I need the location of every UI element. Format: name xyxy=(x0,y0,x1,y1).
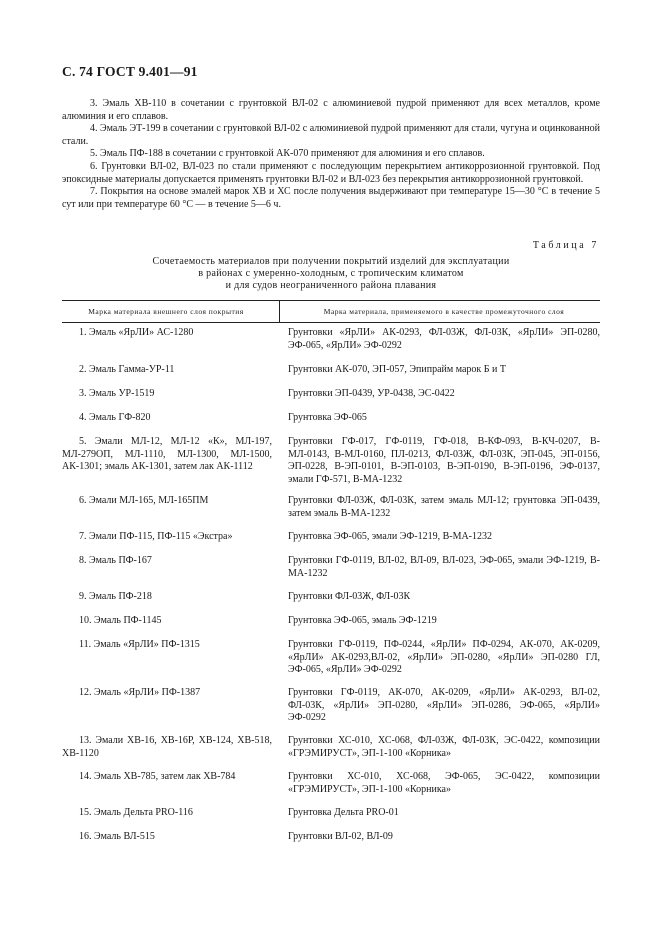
row-outer-material: 8. Эмаль ПФ-167 xyxy=(79,555,152,566)
row-outer-material: 15. Эмаль Дельта PRO-116 xyxy=(79,807,193,818)
caption-line: и для судов неограниченного района плавания xyxy=(225,280,437,291)
caption-line: в районах с умеренно-холодным, с тропическим климатом xyxy=(198,268,464,279)
column-header-outer-layer: Марка материала внешнего слоя покрытия xyxy=(88,307,244,316)
note-3: 3. Эмаль ХВ-110 в сочетании с грунтовкой ВЛ-02 с алюминиевой пудрой применяют для всех металлов, кроме алюминия и его сплавов. xyxy=(62,98,600,122)
row-intermediate-material: Грунтовка ЭФ-065, эмали ЭФ-1219, В-МА-1232 xyxy=(288,531,493,542)
row-outer-material: 12. Эмаль «ЯрЛИ» ПФ-1387 xyxy=(79,687,201,698)
row-outer-material: 16. Эмаль ВЛ-515 xyxy=(79,831,155,842)
table-number-label: Таблица 7 xyxy=(532,240,599,251)
row-intermediate-material: Грунтовки ФЛ-03Ж, ФЛ-03К xyxy=(288,591,411,602)
table-caption xyxy=(62,256,600,292)
notes-block xyxy=(62,98,600,211)
row-outer-material: 5. Эмали МЛ-12, МЛ-12 «К», МЛ-197, МЛ-279ОП, МЛ-1110, МЛ-1300, МЛ-1500, АК-1301; эмаль АК-1301, затем лак АК-1112 xyxy=(62,436,272,473)
note-6: 6. Грунтовки ВЛ-02, ВЛ-023 по стали применяют с последующим перекрытием антикоррозионной грунтовкой. Под эпоксидные материалы допускается применять грунтовки ВЛ-02 и ВЛ-023 без перекрытия антикоррозионной грунтовкой. xyxy=(62,160,600,185)
row-outer-material: 4. Эмаль ГФ-820 xyxy=(79,412,151,423)
row-intermediate-material: Грунтовки ХС-010, ХС-068, ЭФ-065, ЭС-0422, композиции «ГРЭМИРУСТ», ЭП-1-100 «Корника» xyxy=(288,771,600,795)
row-intermediate-material: Грунтовки ХС-010, ХС-068, ФЛ-03Ж, ФЛ-03К, ЭС-0422, композиции «ГРЭМИРУСТ», ЭП-1-100 «Корника» xyxy=(288,735,600,759)
row-intermediate-material: Грунтовки АК-070, ЭП-057, Эпипрайм марок Б и Т xyxy=(288,364,506,375)
row-outer-material: 11. Эмаль «ЯрЛИ» ПФ-1315 xyxy=(79,639,200,650)
row-outer-material: 9. Эмаль ПФ-218 xyxy=(79,591,152,602)
column-header-intermediate-layer: Марка материала, применяемого в качестве промежуточного слоя xyxy=(323,307,565,316)
row-intermediate-material: Грунтовки ВЛ-02, ВЛ-09 xyxy=(288,831,393,842)
row-outer-material: 2. Эмаль Гамма-УР-11 xyxy=(79,364,175,375)
note-4: 4. Эмаль ЭТ-199 в сочетании с грунтовкой ВЛ-02 с алюминиевой пудрой применяют для стали, чугуна и оцинкованной стали. xyxy=(62,123,600,147)
row-intermediate-material: Грунтовка ЭФ-065, эмаль ЭФ-1219 xyxy=(288,615,437,626)
note-5: 5. Эмаль ПФ-188 в сочетании с грунтовкой АК-070 применяют для алюминия и его сплавов. xyxy=(90,148,485,160)
row-outer-material: 14. Эмаль ХВ-785, затем лак ХВ-784 xyxy=(79,771,236,782)
row-intermediate-material: Грунтовки ГФ-0119, ВЛ-02, ВЛ-09, ВЛ-023, ЭФ-065, эмали ЭФ-1219, В-МА-1232 xyxy=(288,555,600,579)
table-header-row xyxy=(62,301,600,323)
row-outer-material: 7. Эмали ПФ-115, ПФ-115 «Экстра» xyxy=(79,531,233,542)
note-7: 7. Покрытия на основе эмалей марок ХВ и ХС после получения выдерживают при температуре 15—30 °С в течение 5 сут или при температуре 60 °С — в течение 5—6 ч. xyxy=(62,186,600,210)
row-outer-material: 6. Эмали МЛ-165, МЛ-165ПМ xyxy=(79,495,209,506)
compatibility-table xyxy=(62,300,600,842)
row-outer-material: 1. Эмаль «ЯрЛИ» АС-1280 xyxy=(79,327,194,338)
row-intermediate-material: Грунтовки ЭП-0439, УР-0438, ЭС-0422 xyxy=(288,388,455,399)
row-outer-material: 13. Эмали ХВ-16, ХВ-16Р, ХВ-124, ХВ-518, ХВ-1120 xyxy=(62,735,272,759)
row-outer-material: 3. Эмаль УР-1519 xyxy=(79,388,155,399)
column-divider xyxy=(279,301,280,322)
page-header: С. 74 ГОСТ 9.401—91 xyxy=(62,64,198,79)
row-intermediate-material: Грунтовка ЭФ-065 xyxy=(288,412,367,423)
row-intermediate-material: Грунтовки ГФ-0119, ПФ-0244, «ЯрЛИ» ПФ-0294, АК-070, АК-0209, «ЯрЛИ» АК-0293,ВЛ-02, «ЯрЛИ» ЭП-0280, «ЯрЛИ» ЭП-0280 ГЛ, ЭФ-065, «ЯрЛИ» ЭФ-0292 xyxy=(288,639,600,676)
row-intermediate-material: Грунтовка Дельта PRO-01 xyxy=(288,807,399,818)
row-intermediate-material: Грунтовки «ЯрЛИ» АК-0293, ФЛ-03Ж, ФЛ-03К, «ЯрЛИ» ЭП-0280, ЭФ-065, «ЯрЛИ» ЭФ-0292 xyxy=(288,327,600,351)
row-intermediate-material: Грунтовки ГФ-017, ГФ-0119, ГФ-018, В-КФ-093, В-КЧ-0207, В-МЛ-0143, В-МЛ-0160, ПЛ-0213, ФЛ-03Ж, ФЛ-03К, ЭП-045, ЭП-0156, ЭП-0228, В-ЭП-0101, В-ЭП-0103, В-ЭП-0190, В-ЭП-0196, ЭФ-0137, эмали ГФ-571, В-МА-1232 xyxy=(288,436,600,485)
row-intermediate-material: Грунтовки ФЛ-03Ж, ФЛ-03К, затем эмаль МЛ-12; грунтовка ЭП-0439, затем эмаль В-МА-1232 xyxy=(288,495,600,519)
row-intermediate-material: Грунтовки ГФ-0119, АК-070, АК-0209, «ЯрЛИ» АК-0293, ВЛ-02, ФЛ-03К, «ЯрЛИ» ЭП-0280, «ЯрЛИ» ЭП-0286, ЭФ-065, «ЯрЛИ» ЭФ-0292 xyxy=(288,687,600,724)
row-outer-material: 10. Эмаль ПФ-1145 xyxy=(79,615,162,626)
caption-line: Сочетаемость материалов при получении покрытий изделий для эксплуатации xyxy=(152,256,510,267)
